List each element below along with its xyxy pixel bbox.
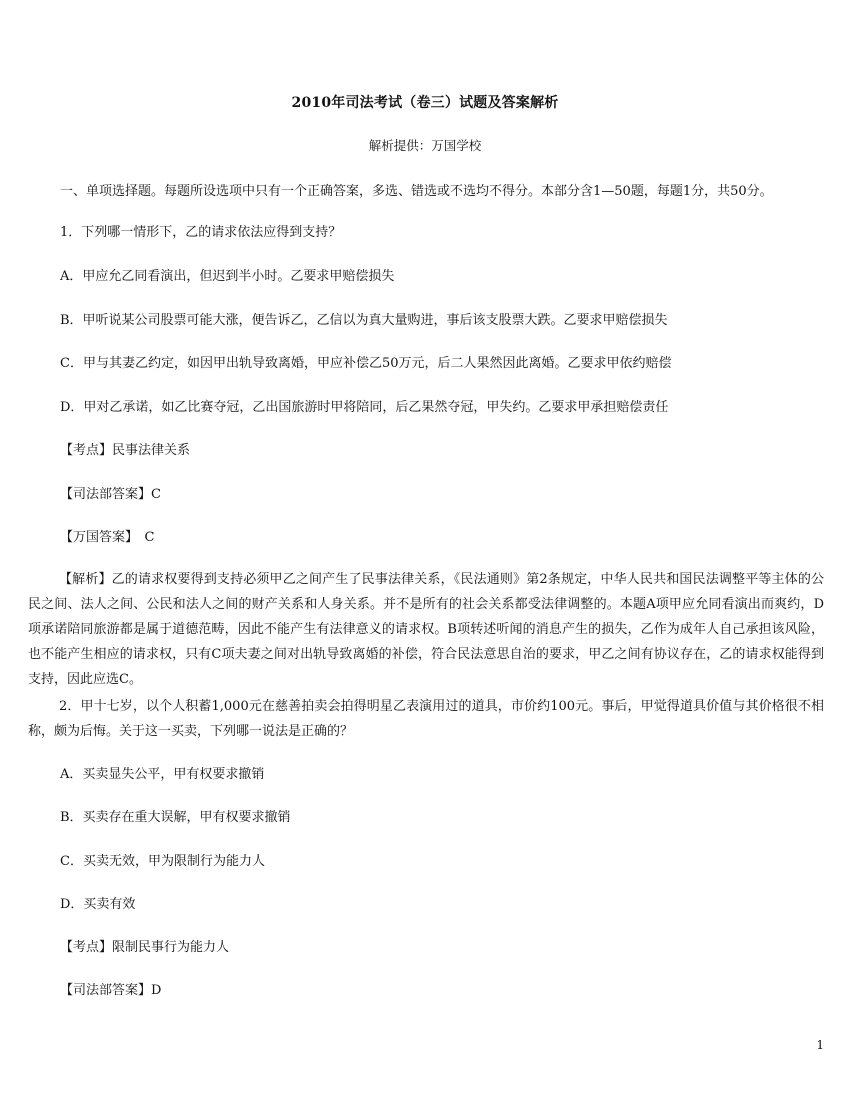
- q1-wanguo-answer: 【万国答案】 C: [60, 530, 155, 545]
- page-title: 2010年司法考试（卷三）试题及答案解析: [291, 95, 559, 111]
- q1-sifabu-answer: 【司法部答案】C: [60, 487, 161, 502]
- page-subtitle: 解析提供：万国学校: [368, 138, 482, 153]
- question-1: 1．下列哪一情形下，乙的请求依法应得到支持？: [60, 225, 342, 240]
- q2-option-d: D．买卖有效: [60, 897, 136, 912]
- q2-kaodian: 【考点】限制民事行为能力人: [60, 940, 230, 955]
- q1-option-d: D．甲对乙承诺，如乙比赛夺冠，乙出国旅游时甲将陪同，后乙果然夺冠，甲失约。乙要求甲承担赔偿责任: [60, 400, 669, 415]
- question-2: 2．甲十七岁，以个人积蓄1,000元在慈善拍卖会拍得明星乙表演用过的道具，市价约100元。事后，甲觉得道具价值与其价格很不相称，颇为后悔。关于这一买卖，下列哪一说法是正确的？: [28, 699, 824, 739]
- q2-option-b: B．买卖存在重大误解，甲有权要求撤销: [60, 810, 291, 825]
- q1-option-c: C．甲与其妻乙约定，如因甲出轨导致离婚，甲应补偿乙50万元，后二人果然因此离婚。乙要求甲依约赔偿: [60, 356, 672, 371]
- q1-option-a: A．甲应允乙同看演出，但迟到半小时。乙要求甲赔偿损失: [60, 269, 395, 284]
- page-number: 1: [816, 1038, 824, 1052]
- q2-option-a: A．买卖显失公平，甲有权要求撤销: [60, 767, 265, 782]
- section-heading: 一、单项选择题。每题所设选项中只有一个正确答案，多选、错选或不选均不得分。本部分含1—50题，每题1分，共50分。: [60, 184, 773, 199]
- q1-analysis: 【解析】乙的请求权要得到支持必须甲乙之间产生了民事法律关系，《民法通则》第2条规定，中华人民共和国民法调整平等主体的公民之间、法人之间、公民和法人之间的财产关系和人身关系。并不是所有的社会关系都受法律调整的。本题A项甲应允同看演出而爽约，D项承诺陪同旅游都是属于道德范畴，因此不能产生有法律意义的请求权。B项转述听闻的消息产生的损失，乙作为成年人自己承担该风险，也不能产生相应的请求权，只有C项夫妻之间对出轨导致离婚的补偿，符合民法意思自治的要求，甲乙之间有协议存在，乙的请求权能得到支持，因此应选C。: [28, 572, 824, 687]
- q1-kaodian: 【考点】民事法律关系: [60, 443, 191, 458]
- q2-sifabu-answer: 【司法部答案】D: [60, 983, 162, 998]
- q2-option-c: C．买卖无效，甲为限制行为能力人: [60, 854, 265, 869]
- q1-option-b: B．甲听说某公司股票可能大涨，便告诉乙，乙信以为真大量购进，事后该支股票大跌。乙要求甲赔偿损失: [60, 313, 668, 328]
